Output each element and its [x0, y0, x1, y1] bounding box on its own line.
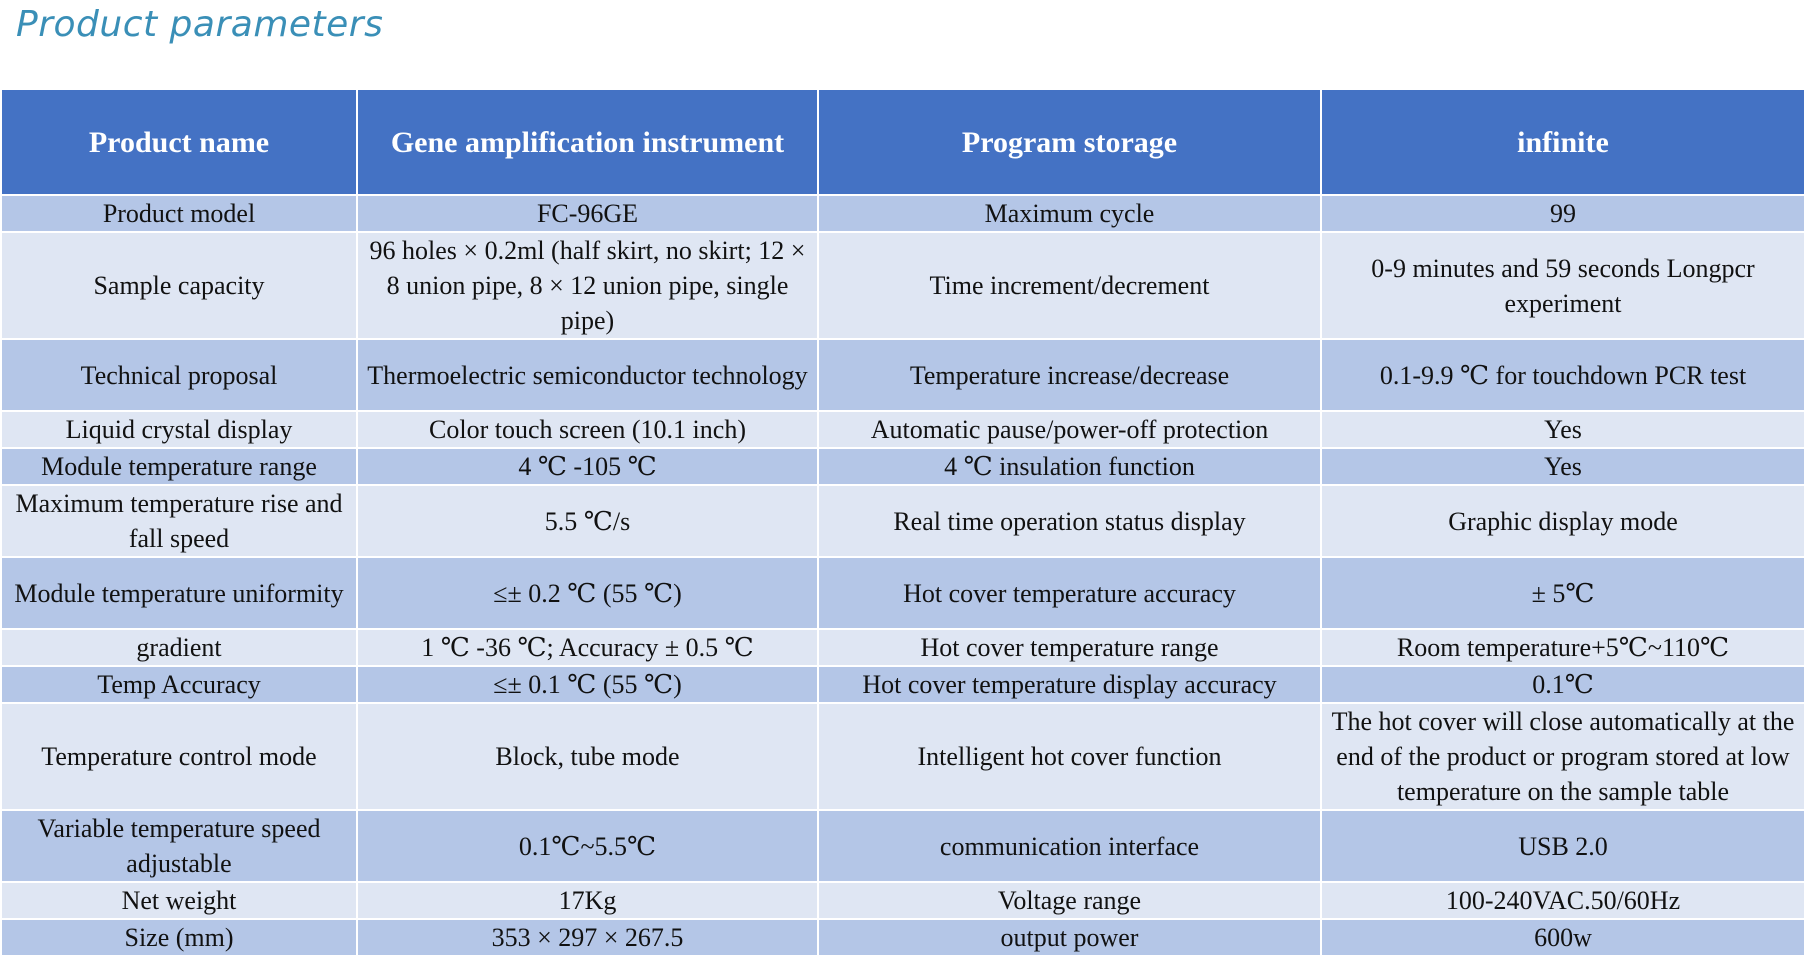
table-header-row	[1, 89, 1805, 195]
table-cell: Thermoelectric semiconductor technology	[357, 339, 818, 411]
table-cell: Color touch screen (10.1 inch)	[357, 411, 818, 448]
table-cell: Hot cover temperature accuracy	[818, 557, 1321, 629]
table-cell: Hot cover temperature range	[818, 629, 1321, 666]
parameters-table	[0, 88, 1805, 957]
table-cell: 5.5 ℃/s	[357, 485, 818, 557]
table-row	[1, 411, 1805, 448]
table-cell: Intelligent hot cover function	[818, 703, 1321, 810]
table-cell: Product model	[1, 195, 357, 232]
table-cell: 1 ℃ -36 ℃; Accuracy ± 0.5 ℃	[357, 629, 818, 666]
table-row	[1, 195, 1805, 232]
table-cell: 353 × 297 × 267.5	[357, 919, 818, 956]
table-cell: Voltage range	[818, 882, 1321, 919]
table-cell: Block, tube mode	[357, 703, 818, 810]
table-cell: Room temperature+5℃~110℃	[1321, 629, 1805, 666]
table-cell: Net weight	[1, 882, 357, 919]
table-cell: 99	[1321, 195, 1805, 232]
table-cell: Temperature increase/decrease	[818, 339, 1321, 411]
table-cell: FC-96GE	[357, 195, 818, 232]
table-row	[1, 557, 1805, 629]
table-row	[1, 339, 1805, 411]
page-title: Product parameters	[16, 4, 384, 45]
table-cell: 17Kg	[357, 882, 818, 919]
table-cell: 96 holes × 0.2ml (half skirt, no skirt; 12 × 8 union pipe, 8 × 12 union pipe, single pipe)	[357, 232, 818, 339]
table-row	[1, 629, 1805, 666]
table-cell: Time increment/decrement	[818, 232, 1321, 339]
table-cell: Yes	[1321, 448, 1805, 485]
table-cell: The hot cover will close automatically at the end of the product or program stored at low temperature on the sample table	[1321, 703, 1805, 810]
table-cell: Yes	[1321, 411, 1805, 448]
table-cell: 0.1℃	[1321, 666, 1805, 703]
table-cell: 0.1℃~5.5℃	[357, 810, 818, 882]
table-cell: ≤± 0.1 ℃ (55 ℃)	[357, 666, 818, 703]
table-cell: Liquid crystal display	[1, 411, 357, 448]
table-cell: Temperature control mode	[1, 703, 357, 810]
table-cell: Maximum temperature rise and fall speed	[1, 485, 357, 557]
table-row	[1, 810, 1805, 882]
table-cell: Technical proposal	[1, 339, 357, 411]
table-cell: output power	[818, 919, 1321, 956]
table-cell: Automatic pause/power-off protection	[818, 411, 1321, 448]
table-cell: 4 ℃ insulation function	[818, 448, 1321, 485]
header-cell: Program storage	[818, 89, 1321, 195]
table-row	[1, 919, 1805, 956]
table-cell: Graphic display mode	[1321, 485, 1805, 557]
table-cell: Variable temperature speed adjustable	[1, 810, 357, 882]
header-cell: infinite	[1321, 89, 1805, 195]
table-cell: gradient	[1, 629, 357, 666]
table-cell: 0-9 minutes and 59 seconds Longpcr experiment	[1321, 232, 1805, 339]
table-cell: Sample capacity	[1, 232, 357, 339]
table-row	[1, 703, 1805, 810]
table-cell: Module temperature uniformity	[1, 557, 357, 629]
table-row	[1, 666, 1805, 703]
table-row	[1, 448, 1805, 485]
table-cell: USB 2.0	[1321, 810, 1805, 882]
header-cell: Gene amplification instrument	[357, 89, 818, 195]
table-cell: 4 ℃ -105 ℃	[357, 448, 818, 485]
table-row	[1, 882, 1805, 919]
table-cell: 0.1-9.9 ℃ for touchdown PCR test	[1321, 339, 1805, 411]
table-cell: Module temperature range	[1, 448, 357, 485]
table-row	[1, 485, 1805, 557]
table-cell: Real time operation status display	[818, 485, 1321, 557]
table-cell: 600w	[1321, 919, 1805, 956]
header-cell: Product name	[1, 89, 357, 195]
table-cell: Maximum cycle	[818, 195, 1321, 232]
table-cell: ± 5℃	[1321, 557, 1805, 629]
table-cell: Size (mm)	[1, 919, 357, 956]
table-cell: ≤± 0.2 ℃ (55 ℃)	[357, 557, 818, 629]
table-cell: Temp Accuracy	[1, 666, 357, 703]
table-row	[1, 232, 1805, 339]
table-cell: Hot cover temperature display accuracy	[818, 666, 1321, 703]
table-cell: communication interface	[818, 810, 1321, 882]
table-cell: 100-240VAC.50/60Hz	[1321, 882, 1805, 919]
